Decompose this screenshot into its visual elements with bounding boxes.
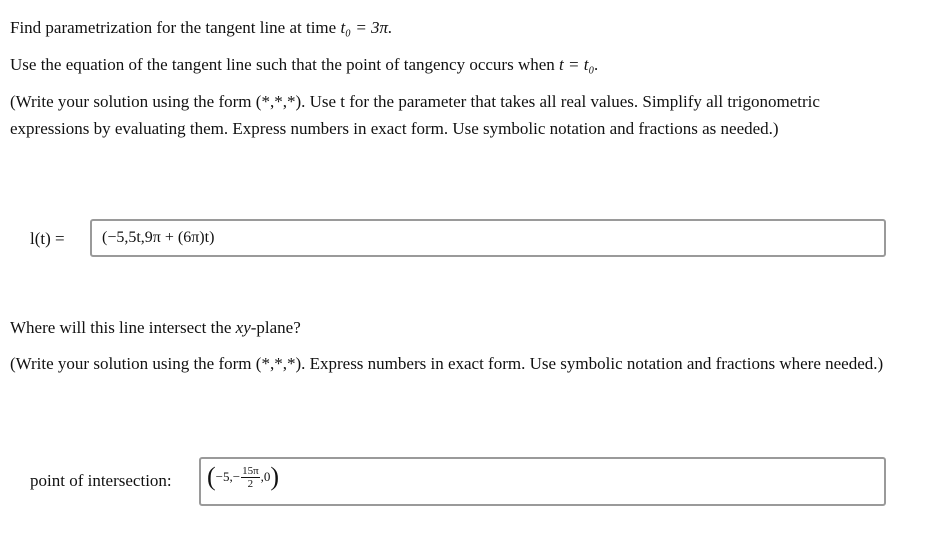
open-paren: ( xyxy=(207,462,216,491)
format-note-part2: (Write your solution using the form (*,*,*). Express numbers in exact form. Use symbolic notation and fractions where needed.) xyxy=(10,354,884,373)
intersection-label: point of intersection: xyxy=(30,471,172,490)
intersection-question xyxy=(10,318,301,338)
question-math: xy xyxy=(235,318,251,337)
format-note-line1: (Write your solution using the form (*,*,*). Use t for the parameter that takes all real values. Simplify all trigonometric xyxy=(10,92,820,111)
intersection-input[interactable] xyxy=(199,457,886,506)
intersection-first: −5,− xyxy=(215,469,241,484)
format-note-part1 xyxy=(10,88,910,142)
intersection-value xyxy=(207,464,279,490)
fraction-numerator: 15π xyxy=(242,464,259,477)
intersection-fraction xyxy=(241,465,260,490)
close-paren: ) xyxy=(270,462,280,491)
line-param-input[interactable] xyxy=(90,219,886,257)
question-suffix: -plane? xyxy=(250,318,301,337)
question-text: Where will this line intersect the xyxy=(10,318,236,337)
tangent-line-instruction xyxy=(10,18,392,38)
tangency-text: Use the equation of the tangent line such that the point of tangency occurs when xyxy=(10,55,560,74)
tangency-math: t = t₀. xyxy=(559,55,599,74)
line-param-label: l(t) = xyxy=(30,229,65,248)
instruction-text: Find parametrization for the tangent line at time xyxy=(10,18,341,37)
intersection-last: ,0 xyxy=(260,469,271,484)
tangency-instruction xyxy=(10,55,599,75)
instruction-math: t₀ = 3π. xyxy=(340,18,393,37)
format-note-line2: expressions by evaluating them. Express numbers in exact form. Use symbolic notation and fractions as needed.) xyxy=(10,119,779,138)
fraction-denominator: 2 xyxy=(247,477,254,490)
line-param-value: (−5,5t,9π + (6π)t) xyxy=(102,229,215,246)
